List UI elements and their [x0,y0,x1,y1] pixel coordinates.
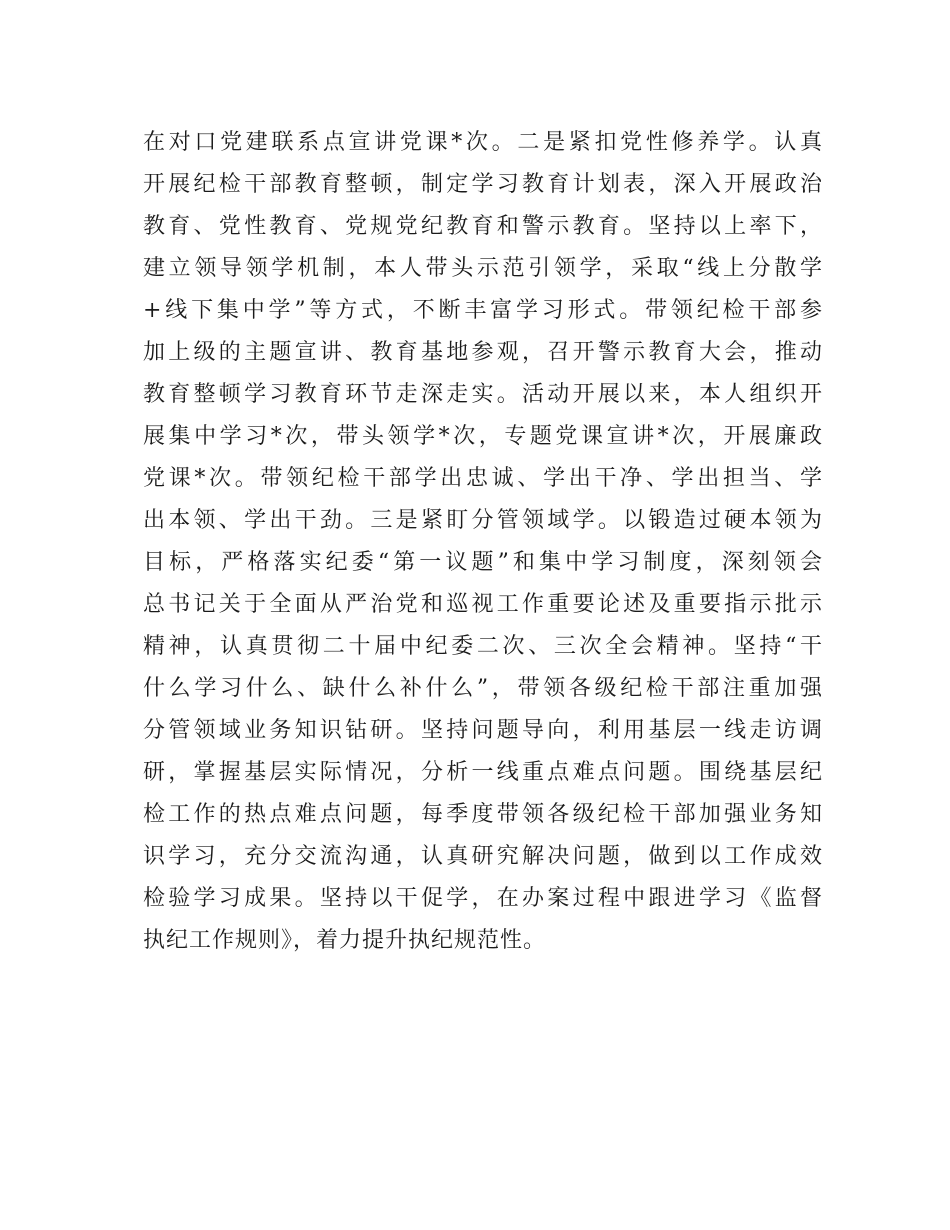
text-line-10: 出本领、学出干劲。三是紧盯分管领域学。以锻造过硬本领为 [143,508,823,533]
text-line-15: 分管领域业务知识钻研。坚持问题导向，利用基层一线走访调 [143,718,823,743]
text-line-19: 检验学习成果。坚持以干促学，在办案过程中跟进学习《监督 [143,886,823,911]
text-line-14: 什么学习什么、缺什么补什么”，带领各级纪检干部注重加强 [143,676,823,701]
text-line-3: 教育、党性教育、党规党纪教育和警示教育。坚持以上率下， [143,214,823,239]
text-line-6: 加上级的主题宣讲、教育基地参观，召开警示教育大会，推动 [143,340,823,365]
text-line-9: 党课*次。带领纪检干部学出忠诚、学出干净、学出担当、学 [143,466,823,491]
text-line-12: 总书记关于全面从严治党和巡视工作重要论述及重要指示批示 [143,592,823,617]
text-line-5: +线下集中学”等方式，不断丰富学习形式。带领纪检干部参 [143,298,823,323]
text-line-2: 开展纪检干部教育整顿，制定学习教育计划表，深入开展政治 [143,172,823,197]
text-line-18: 识学习，充分交流沟通，认真研究解决问题，做到以工作成效 [143,844,823,869]
text-line-17: 检工作的热点难点问题，每季度带领各级纪检干部加强业务知 [143,802,823,827]
text-line-11: 目标，严格落实纪委“第一议题”和集中学习制度，深刻领会 [143,550,823,575]
text-line-1: 在对口党建联系点宣讲党课*次。二是紧扣党性修养学。认真 [143,130,823,155]
text-line-7: 教育整顿学习教育环节走深走实。活动开展以来，本人组织开 [143,382,823,407]
text-line-4: 建立领导领学机制，本人带头示范引领学，采取“线上分散学 [143,256,823,281]
text-line-13: 精神，认真贯彻二十届中纪委二次、三次全会精神。坚持“干 [143,634,823,659]
text-line-16: 研，掌握基层实际情况，分析一线重点难点问题。围绕基层纪 [143,760,823,785]
body-paragraph [143,122,823,962]
text-line-20: 执纪工作规则》，着力提升执纪规范性。 [143,928,547,953]
text-line-8: 展集中学习*次，带头领学*次，专题党课宣讲*次，开展廉政 [143,424,823,449]
